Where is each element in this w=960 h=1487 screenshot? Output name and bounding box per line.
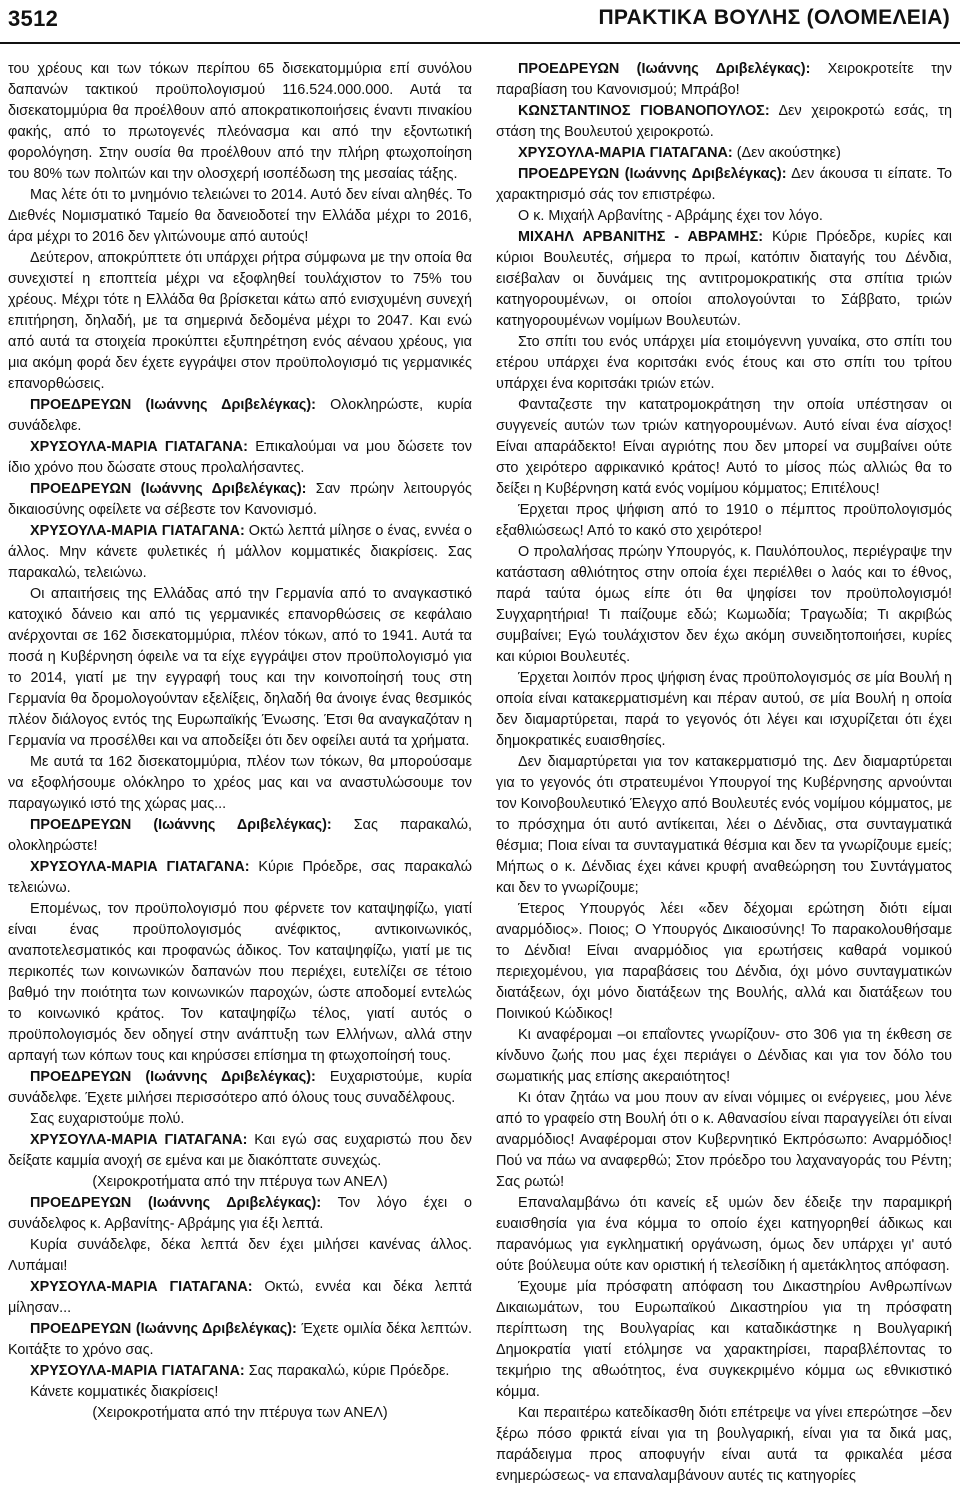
paragraph-text: Κάνετε κομματικές διακρίσεις! — [30, 1384, 219, 1400]
speaker-name: ΠΡΟΕΔΡΕΥΩΝ (Ιωάννης Δριβελέγκας): — [30, 1069, 316, 1085]
speaker-paragraph — [8, 1361, 472, 1382]
speaker-paragraph — [496, 101, 952, 143]
speaker-name: ΠΡΟΕΔΡΕΥΩΝ (Ιωάννης Δριβελέγκας): — [30, 1195, 322, 1211]
speaker-name: ΠΡΟΕΔΡΕΥΩΝ (Ιωάννης Δριβελέγκας): — [518, 166, 787, 182]
paragraph-text: Και περαιτέρω κατεδίκασθη διότι επέτρεψε να γίνει επερώτησε –δεν ξέρω πόσο φρικτά είναι για τη βουλγαρική, είναι για τα δικά μας, παράδειγμα προς αποφυγήν είναι αυτά τα φρικαλέα μέσα ενημερώσεως- να επαναλαμβάνουν αυτές τις κατηγορίες — [496, 1405, 952, 1484]
paragraph — [496, 1193, 952, 1277]
paragraph — [8, 584, 472, 752]
speaker-name: ΠΡΟΕΔΡΕΥΩΝ (Ιωάννης Δριβελέγκας): — [518, 61, 811, 77]
speaker-name: ΧΡΥΣΟΥΛΑ-ΜΑΡΙΑ ΓΙΑΤΑΓΑΝΑ: — [30, 859, 250, 875]
paragraph-text: Σας παρακαλώ, κύριε Πρόεδρε. — [248, 1363, 450, 1379]
speaker-paragraph — [496, 59, 952, 101]
speaker-name: ΧΡΥΣΟΥΛΑ-ΜΑΡΙΑ ΓΙΑΤΑΓΑΝΑ: — [30, 1363, 245, 1379]
paragraph-text: (Χειροκροτήματα από την πτέρυγα των ΑΝΕΛ) — [92, 1405, 388, 1421]
page-header — [0, 0, 960, 44]
speaker-name: ΧΡΥΣΟΥΛΑ-ΜΑΡΙΑ ΓΙΑΤΑΓΑΝΑ: — [518, 145, 733, 161]
speaker-name: ΠΡΟΕΔΡΕΥΩΝ (Ιωάννης Δριβελέγκας): — [30, 817, 332, 833]
paragraph-text: Οκτώ, εννέα και δέκα λεπτά μίλησαν... — [8, 1279, 472, 1316]
paragraph-text: του χρέους και των τόκων περίπου 65 δισεκατομμύρια επί συνόλου δαπανών τακτικού προϋπολογισμού 116.524.000.000. Αυτά τα δισεκατομμύρια θα προέλθουν από αποκρατικοποιήσεις έναντι πινακίου φακής, από το πρωτογενές πλεόνασμα και από την εξοντωτική φορολόγηση. Στην ουσία θα προέλθουν από την πλήρη φτωχοποίηση του 80% των πολιτών και την ολοσχερή ισοπέδωση της μεσαίας τάξης. — [8, 61, 472, 182]
paragraph-text: Επαναλαμβάνω ότι κανείς εξ υμών δεν έδειξε την παραμικρή ευαισθησία για ένα κόμμα το οποίο έχει κατηγορηθεί άδικως και παρανόμως για εγκληματική οργάνωση, όμως δεν υπάρχει γι' αυτό ούτε βούλευμα ούτε καν οριστική ή τελεσίδικη ή αμετάκλητος απόφαση. — [496, 1195, 952, 1274]
paragraph-text: Ολοκληρώστε, κυρία συνάδελφε. — [8, 397, 472, 434]
speaker-paragraph — [8, 1130, 472, 1172]
paragraph-text: Τον λόγο έχει ο συνάδελφος κ. Αρβανίτης- Αβράμης για έξι λεπτά. — [8, 1195, 472, 1232]
paragraph — [8, 59, 472, 185]
paragraph-text: Έχουμε μία πρόσφατη απόφαση του Δικαστηρίου Ανθρωπίνων Δικαιωμάτων, του Ευρωπαϊκού Δικαστηρίου για τη πρόσφατη περίπτωση της Βουλγαρίας και καταδικάστηκε η Βουλγαρική Δημοκρατία γιατί ετόλμησε να χαρακτηρίσει, παραβλέποντας το τεκμήριο της αθωότητος, ένα συγκεκριμένο κόμμα ως εθνικιστικό κόμμα. — [496, 1279, 952, 1400]
paragraph — [496, 395, 952, 500]
speaker-paragraph — [8, 1067, 472, 1109]
paragraph-text: Οι απαιτήσεις της Ελλάδας από την Γερμανία από το αναγκαστικό κατοχικό δάνειο και από τις γερμανικές επανορθώσεις σε κεφάλαιο ανέρχονται σε 162 δισεκατομμύρια, πλέον τόκων, από το 1941. Αυτά τα ποσά η Κυβέρνηση όφειλε να τα είχε εγγράψει στον προϋπολογισμό για το 2014, γιατί με την εγγραφή τους και την κοινοποίησή τους στη Γερμανία θα δρομολογούνταν εξελίξεις, δηλαδή θα άνοιγε ένας θεσμικός πλέον διάλογος εντός της Ευρωπαϊκής Ένωσης. Έτσι θα αναγκαζόταν η Γερμανία να προσέλθει και να αποδείξει ότι δεν οφείλει αυτά τα χρήματα. — [8, 586, 472, 749]
paragraph-text: Επικαλούμαι να μου δώσετε τον ίδιο χρόνο που δώσατε στους προλαλήσαντες. — [8, 439, 472, 476]
paragraph-text: Έτερος Υπουργός λέει «δεν δέχομαι ερώτηση διότι είμαι αναρμόδιος». Ποιος; Ο Υπουργός Δικαιοσύνης! Το παρακολουθήσαμε το Δένδια! Είναι αναρμόδιος για ερωτήσεις καθαρά νομικού περιεχομένου, για παραβάσεις του Δένδια, όχι μόνο συνταγματικών διατάξεων, όχι μόνο διατάξεων της Βουλής, αλλά και διατάξεων του Ποινικού Κώδικος! — [496, 901, 952, 1022]
paragraph-text: Σας παρακαλώ, ολοκληρώστε! — [8, 817, 473, 854]
paragraph-text: Σαν πρώην λειτουργός δικαιοσύνης οφείλετε να σέβεστε τον Κανονισμό. — [8, 481, 472, 518]
speaker-paragraph — [8, 395, 472, 437]
speaker-name: ΧΡΥΣΟΥΛΑ-ΜΑΡΙΑ ΓΙΑΤΑΓΑΝΑ: — [30, 1279, 253, 1295]
left-column — [8, 59, 472, 1432]
paragraph-text: (Δεν ακούστηκε) — [736, 145, 841, 161]
paragraph — [496, 206, 952, 227]
paragraph — [8, 899, 472, 1067]
paragraph — [496, 752, 952, 899]
paragraph-text: Ο κ. Μιχαήλ Αρβανίτης - Αβράμης έχει τον λόγο. — [518, 208, 823, 224]
running-title: ΠΡΑΚΤΙΚΑ ΒΟΥΛΗΣ (ΟΛΟΜΕΛΕΙΑ) — [598, 6, 950, 29]
paragraph — [496, 668, 952, 752]
page-number: 3512 — [8, 6, 59, 31]
speaker-name: ΚΩΝΣΤΑΝΤΙΝΟΣ ΓΙΟΒΑΝΟΠΟΥΛΟΣ: — [518, 103, 770, 119]
stage-direction — [8, 1403, 472, 1424]
speaker-paragraph — [8, 1319, 472, 1361]
speaker-paragraph — [496, 143, 952, 164]
paragraph-text: Ευχαριστούμε, κυρία συνάδελφε. Έχετε μιλήσει περισσότερο από όλους τους συναδέλφους. — [8, 1069, 473, 1106]
paragraph-text: Οκτώ λεπτά μίλησε ο ένας, εννέα ο άλλος. Μην κάνετε φυλετικές ή μάλλον κομματικές διακρίσεις. Σας παρακαλώ, τελειώνω. — [8, 523, 472, 581]
paragraph — [496, 500, 952, 542]
paragraph — [8, 752, 472, 815]
paragraph — [8, 1382, 472, 1403]
paragraph-text: Και εγώ σας ευχαριστώ που δεν δείξατε καμμία ανοχή σε εμένα και με διακόπτατε συνεχώς. — [8, 1132, 472, 1169]
paragraph-text: Έρχεται προς ψήφιση από το 1910 ο πέμπτος προϋπολογισμός εξαθλιώσεως! Από το κακό στο χειρότερο! — [496, 502, 952, 539]
paragraph — [496, 1277, 952, 1403]
speaker-paragraph — [8, 857, 472, 899]
speaker-paragraph — [8, 479, 472, 521]
paragraph-text: Ο προλαλήσας πρώην Υπουργός, κ. Παυλόπουλος, περιέγραψε την κατάσταση αθλιότητος στην οποία έχει περιέλθει ο λαός και το έθνος, παρά ταύτα όμως είπε ότι θα ψηφίσει τον προϋπολογισμό! Συγχαρητήρια! Τι παίζουμε εδώ; Κωμωδία; Τραγωδία; Τι ακριβώς συμβαίνει; Εγώ τουλάχιστον δεν έχω ακόμη συνειδητοποιήσει, κυρίες και κύριοι Βουλευτές. — [496, 544, 952, 665]
paragraph — [8, 185, 472, 248]
paragraph-text: Μας λέτε ότι το μνημόνιο τελειώνει το 2014. Αυτό δεν είναι αληθές. Το Διεθνές Νομισματικό Ταμείο θα δανειοδοτεί την Ελλάδα μέχρι το 2016, άρα μέχρι το 2016 δεν γλιτώνουμε από αυτούς! — [8, 187, 472, 245]
paragraph-text: Στο σπίτι του ενός υπάρχει μία ετοιμόγεννη γυναίκα, στο σπίτι του ετέρου υπάρχει ένα κοριτσάκι ενός έτους και στο σπίτι του τρίτου υπάρχει ένα κοριτσάκι τριών ετών. — [496, 334, 952, 392]
paragraph — [8, 248, 472, 395]
paragraph-text: Έχετε ομιλία δέκα λεπτών. Κοιτάξτε το χρόνο σας. — [8, 1321, 472, 1358]
speaker-paragraph — [8, 521, 472, 584]
right-column — [496, 59, 952, 1484]
speaker-paragraph — [8, 1193, 472, 1235]
paragraph-text: Χειροκροτείτε την παραβίαση του Κανονισμού; Μπράβο! — [496, 61, 952, 98]
paragraph-text: Κι όταν ζητάω να μου πουν αν είναι νόμιμες οι ενέργειες, μου λένε από το γραφείο στη Βουλή ότι ο κ. Αθανασίου είναι παραγγείλει ότι είναι αναρμόδιος! Αναφέρομαι στον Κυβερνητικό Εκπρόσωπο: Αναρμόδιος! Πού να πάω να αναφερθώ; Στον πρόεδρο του λαχαναγοράς του Ρέντη; Σας ρωτώ! — [496, 1090, 952, 1190]
paragraph-text: Δεύτερον, αποκρύπτετε ότι υπάρχει ρήτρα σύμφωνα με την οποία θα συνεχιστεί η εποπτεία μέχρι να εξοφληθεί τουλάχιστον το 75% του χρέους. Μέχρι τότε η Ελλάδα θα βρίσκεται κάτω από ενισχυμένη συνεχή επιτήρηση, δηλαδή, με τα σημερινά δεδομένα μέχρι το 2047. Και ενώ από αυτά τα στοιχεία προκύπτει εξυπηρέτηση ενός αέναου χρέους, για μια ακόμη φορά δεν έχετε εγγράψει στον προϋπολογισμό τις γερμανικές επανορθώσεις. — [8, 250, 472, 392]
paragraph — [8, 1109, 472, 1130]
paragraph-text: Κυρία συνάδελφε, δέκα λεπτά δεν έχει μιλήσει κανένας άλλος. Λυπάμαι! — [8, 1237, 472, 1274]
paragraph-text: Με αυτά τα 162 δισεκατομμύρια, πλέον των τόκων, θα μπορούσαμε να εξοφλήσουμε ολόκληρο το χρέος μας και να αναστυλώσουμε τον παραγωγικό ιστό της χώρας μας... — [8, 754, 472, 812]
paragraph-text: Έρχεται λοιπόν προς ψήφιση ένας προϋπολογισμός σε μία Βουλή η οποία είναι κατακερματισμένη και πέραν αυτού, σε μία Βουλή η οποία δεν διαμαρτύρεται, παρά το γεγονός ότι λέγει και ισχυρίζεται ότι έχει δημοκρατικές ευαισθησίες. — [496, 670, 952, 749]
speaker-name: ΠΡΟΕΔΡΕΥΩΝ (Ιωάννης Δριβελέγκας): — [30, 481, 307, 497]
paragraph — [496, 1025, 952, 1088]
paragraph — [496, 332, 952, 395]
paragraph-text: Επομένως, τον προϋπολογισμό που φέρνετε τον καταψηφίζω, γιατί είναι ένας προϋπολογισμός ανέφικτος, αντικοινωνικός, αναποτελεσματικός και προφανώς άδικος. Τον καταψηφίζω, γιατί με τις περικοπές των κοινωνικών δαπανών που περιέχει, ευτελίζει σε τέτοιο βαθμό την ποιότητα των κοινωνικών παροχών, ώστε αποδομεί εντελώς το κοινωνικό κράτος. Τον καταψηφίζω τέλος, γιατί αυτός ο προϋπολογισμός δεν οδηγεί στην ανάπτυξη των Ελλήνων, αλλά στην αρπαγή των κόπων τους και κηρύσσει επίσημα τη φτωχοποίησή τους. — [8, 901, 472, 1064]
stage-direction — [8, 1172, 472, 1193]
speaker-paragraph — [496, 164, 952, 206]
paragraph-text: Κύριε Πρόεδρε, κυρίες και κύριοι Βουλευτές, σήμερα το πρωί, κατόπιν διαταγής του Δένδια, εισέβαλαν οι δυνάμεις της αντιτρομοκρατικής στα σπίτια τριών κατηγορουμένων, οι οποίοι απολογούνται το Σάββατο, τριών κατηγορουμένων νομίμων Βουλευτών. — [496, 229, 952, 329]
speaker-paragraph — [8, 437, 472, 479]
speaker-name: ΜΙΧΑΗΛ ΑΡΒΑΝΙΤΗΣ - ΑΒΡΑΜΗΣ: — [518, 229, 764, 245]
paragraph — [496, 899, 952, 1025]
paragraph-text: (Χειροκροτήματα από την πτέρυγα των ΑΝΕΛ) — [92, 1174, 388, 1190]
paragraph — [496, 1088, 952, 1193]
paragraph — [496, 542, 952, 668]
paragraph-text: Κύριε Πρόεδρε, σας παρακαλώ τελειώνω. — [8, 859, 473, 896]
speaker-name: ΧΡΥΣΟΥΛΑ-ΜΑΡΙΑ ΓΙΑΤΑΓΑΝΑ: — [30, 439, 248, 455]
speaker-name: ΧΡΥΣΟΥΛΑ-ΜΑΡΙΑ ΓΙΑΤΑΓΑΝΑ: — [30, 1132, 248, 1148]
paragraph-text: Δεν διαμαρτύρεται για τον κατακερματισμό της. Δεν διαμαρτύρεται για το γεγονός ότι στρατευμένοι Υπουργοί της Κυβέρνησης αρνούνται τον Κοινοβουλευτικό Έλεγχο από Βουλευτές ενός νομίμου κόμματος, με το πρόσχημα ότι αυτό αντίκειται, λέει ο Δένδιας, στα συνταγματικά θέσμια; Ποια είναι τα συνταγματικά θέσμια και δεν τα γνωρίζουμε εμείς; Μήπως ο κ. Δένδιας έχει κάνει κρυφή αναθεώρηση του Συντάγματος και δεν το γνωρίζουμε; — [496, 754, 952, 896]
speaker-paragraph — [8, 1277, 472, 1319]
paragraph-text: Δεν άκουσα τι είπατε. Το χαρακτηρισμό σάς τον επιστρέφω. — [496, 166, 952, 203]
paragraph-text: Φανταζεστε την κατατρομοκράτηση την οποία υπέστησαν οι συγγενείς αυτών των τριών κατηγορουμένων. Αυτό είναι ένα αίσχος! Είναι απαράδεκτο! Είναι αγριότης που δεν μπορεί να συμβαίνει ούτε στο χειρότερο αφρικανικό κράτος! Αυτό το μίσος πώς αλλιώς θα το δείξει η Κυβέρνηση κατά ενός νομίμου κόμματος; Επιτέλους! — [496, 397, 952, 497]
speaker-name: ΠΡΟΕΔΡΕΥΩΝ (Ιωάννης Δριβελέγκας): — [30, 397, 316, 413]
speaker-paragraph — [496, 227, 952, 332]
paragraph — [496, 1403, 952, 1487]
paragraph — [8, 1235, 472, 1277]
speaker-name: ΧΡΥΣΟΥΛΑ-ΜΑΡΙΑ ΓΙΑΤΑΓΑΝΑ: — [30, 523, 245, 539]
speaker-name: ΠΡΟΕΔΡΕΥΩΝ (Ιωάννης Δριβελέγκας): — [30, 1321, 297, 1337]
paragraph-text: Κι αναφέρομαι –οι επαΐοντες γνωρίζουν- στο 306 για τη έκθεση σε κίνδυνο ζωής που μας έχει περιάγει ο Δένδιας και για τον δόλο του σωματικής μας επίσης ακεραιότητος! — [496, 1027, 952, 1085]
paragraph-text: Σας ευχαριστούμε πολύ. — [30, 1111, 185, 1127]
speaker-paragraph — [8, 815, 472, 857]
paragraph-text: Δεν χειροκροτώ εσάς, τη στάση της Βουλευτού χειροκροτώ. — [496, 103, 952, 140]
